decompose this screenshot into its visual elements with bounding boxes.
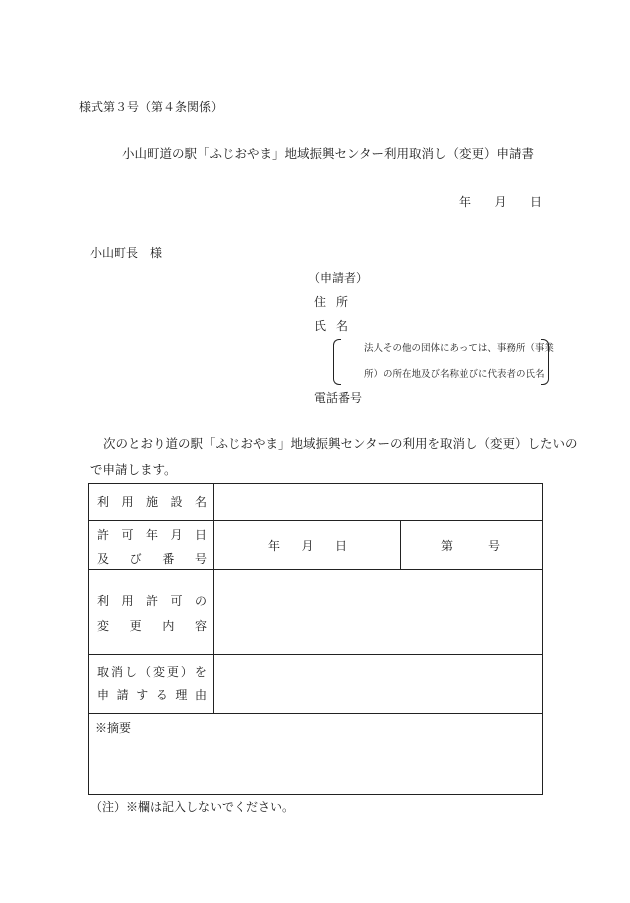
table-rule: [89, 520, 542, 521]
form-number: 様式第３号（第４条関係）: [79, 100, 224, 114]
label-cancel-reason-2: 申 請 す る 理 由: [97, 688, 207, 702]
body-line1: 次のとおり道の駅「ふじおやま」地域振興センターの利用を取消し（変更）したいの: [103, 436, 578, 451]
body-line2: で申請します。: [90, 462, 177, 477]
label-permit-number: 及 び 番 号: [97, 552, 207, 566]
permit-number-field[interactable]: 第 号: [441, 539, 500, 553]
corporate-note-line2: 所）の所在地及び名称並びに代表者の氏名: [364, 369, 545, 380]
date-year: 年: [459, 195, 472, 209]
footnote: （注）※欄は記入しないでください。: [90, 800, 295, 814]
remarks-label: ※摘要: [95, 721, 132, 735]
label-change-content-2: 変 更 内 容: [97, 619, 207, 633]
corporate-note-line1: 法人その他の団体にあっては、事務所（事業: [364, 343, 554, 354]
label-change-content: 利 用 許 可 の: [97, 594, 207, 608]
label-cancel-reason: 取 消 し （ 変 更 ） を: [97, 665, 207, 679]
note-bracket-left: [333, 339, 341, 385]
phone-label: 電話番号: [314, 391, 363, 405]
label-permit-date: 許 可 年 月 日: [97, 528, 207, 542]
address-label: 住 所: [314, 295, 348, 309]
application-table: [88, 483, 543, 795]
permit-date-field[interactable]: 年 月 日: [268, 539, 347, 553]
facility-name-field[interactable]: [214, 484, 543, 520]
addressee: 小山町長 様: [90, 246, 163, 260]
page-title: 小山町道の駅「ふじおやま」地域振興センター利用取消し（変更）申請書: [122, 146, 535, 161]
date-month: 月: [494, 195, 507, 209]
name-label: 氏 名: [314, 319, 348, 333]
label-facility-name: 利 用 施 設 名: [97, 495, 207, 509]
applicant-label: （申請者）: [308, 271, 369, 285]
table-rule: [400, 520, 401, 569]
cancel-reason-field[interactable]: [214, 655, 543, 713]
date-day: 日: [529, 195, 542, 209]
change-content-field[interactable]: [214, 570, 543, 654]
remarks-field[interactable]: [89, 714, 542, 794]
date-line: [459, 196, 542, 208]
